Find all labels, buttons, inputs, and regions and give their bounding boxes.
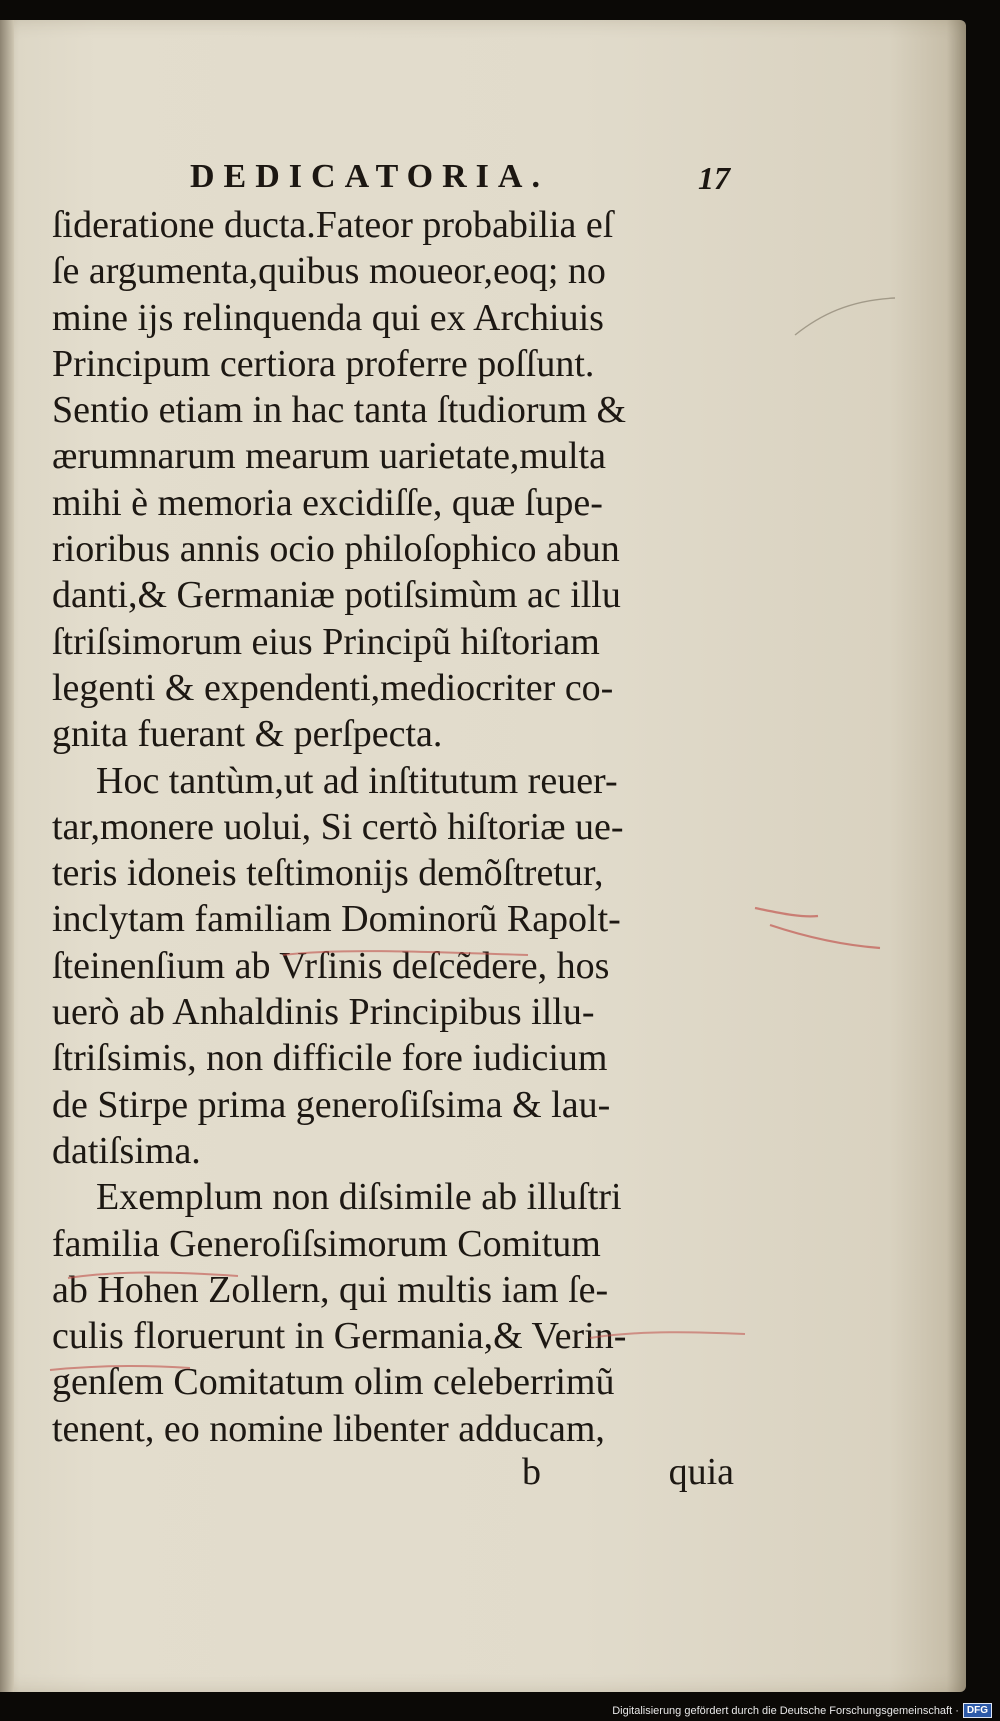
text-line: Principum certiora proferre poſſunt. (52, 342, 595, 385)
text-line: ſideratione ducta.Fateor probabilia eſ (52, 204, 614, 246)
book-page (0, 20, 966, 1692)
digitization-credit (612, 1703, 992, 1718)
body-text (52, 202, 744, 1452)
text-line: Hoc tantùm,ut ad inſtitutum reuer- (96, 759, 618, 802)
text-line: Exemplum non diſsimile ab illuſtri (96, 1176, 622, 1219)
signature-mark: b (522, 1451, 541, 1493)
text-line: uerò ab Anhaldinis Principibus illu- (52, 991, 595, 1034)
catchword: quia (668, 1451, 734, 1493)
running-head: DEDICATORIA. (190, 158, 549, 195)
text-line: culis floruerunt in Germania,& Verin- (52, 1315, 627, 1358)
text-line: tenent, eo nomine libenter adducam, (52, 1407, 605, 1450)
text-line: ſteinenſium ab Vrſinis deſcẽdere, hos (52, 944, 610, 987)
text-line: Sentio etiam in hac tanta ſtudiorum & (52, 389, 627, 432)
credit-text: Digitalisierung gefördert durch die Deutsche Forschungsgemeinschaft · (612, 1704, 959, 1717)
text-line: datiſsima. (52, 1129, 201, 1172)
text-line: ſtriſsimis, non difficile fore iudicium (52, 1037, 608, 1080)
dfg-logo: DFG (963, 1703, 992, 1718)
text-line: ærumnarum mearum uarietate,multa (52, 435, 606, 478)
text-line: ſtriſsimorum eius Principũ hiſtoriam (52, 620, 600, 663)
text-line: inclytam familiam Dominorũ Rapolt- (52, 898, 621, 941)
text-line: familia Generoſiſsimorum Comitum (52, 1222, 601, 1265)
text-line: teris idoneis teſtimonijs demõſtretur, (52, 852, 604, 895)
page-number: 17 (698, 160, 730, 196)
text-line: rioribus annis ocio philoſophico abun (52, 528, 620, 571)
text-line: danti,& Germaniæ potiſsimùm ac illu (52, 574, 621, 617)
text-line: ſe argumenta,quibus moueor,eoq; no (52, 250, 606, 293)
text-line: mihi è memoria excidiſſe, quæ ſupe- (52, 481, 603, 524)
page-gutter-edge (0, 20, 14, 1692)
text-line: mine ijs relinquenda qui ex Archiuis (52, 296, 604, 339)
text-line: tar,monere uolui, Si certò hiſtoriæ ue- (52, 805, 624, 848)
text-line: ab Hohen Zollern, qui multis iam ſe- (52, 1268, 609, 1311)
catchword-line (52, 1450, 744, 1496)
text-line: legenti & expendenti,mediocriter co- (52, 666, 614, 709)
text-line: genſem Comitatum olim celeberrimũ (52, 1361, 615, 1404)
text-line: de Stirpe prima generoſiſsima & lau- (52, 1083, 611, 1126)
text-line: gnita fuerant & perſpecta. (52, 713, 443, 756)
